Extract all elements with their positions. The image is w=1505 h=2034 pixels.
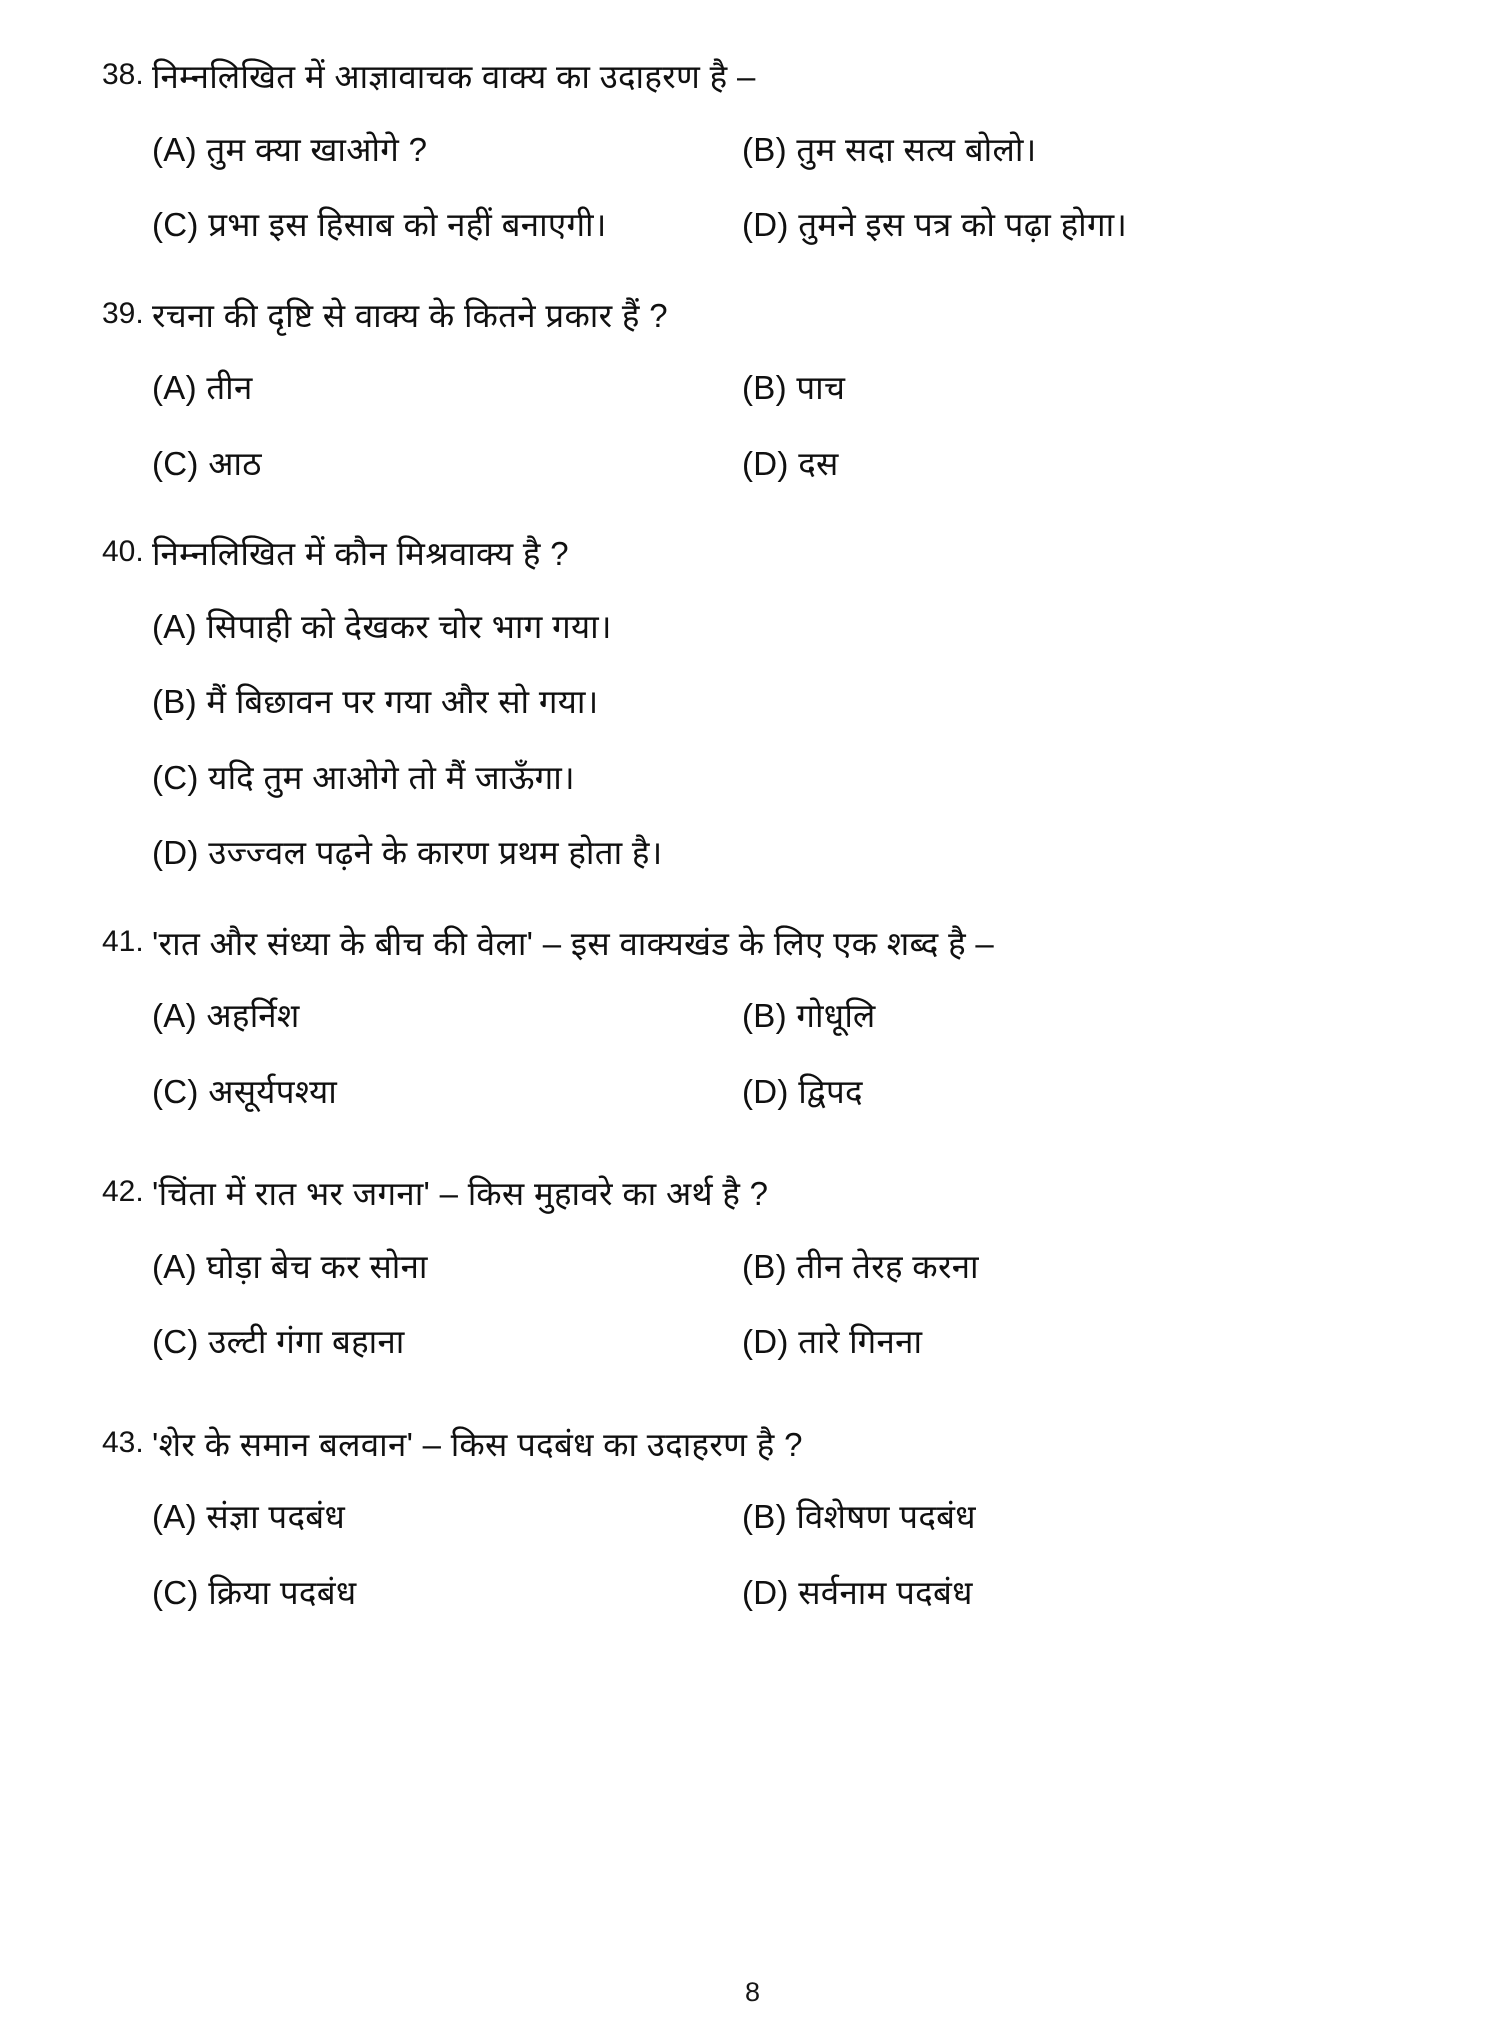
option-40-a[interactable] [152,589,1445,665]
question-heading-41 [60,919,1445,969]
question-text-40: निम्नलिखित में कौन मिश्रवाक्य है ? [152,535,569,572]
option-40-b[interactable] [152,664,1445,740]
option-41-c[interactable] [152,1054,742,1130]
option-label-39-c: (C) [152,444,199,482]
options-39 [60,350,1445,501]
question-block-40 [60,529,1445,891]
question-number-41: 41. [102,924,144,958]
option-41-b[interactable] [742,978,1445,1054]
options-43 [60,1479,1445,1630]
option-text-40-b: मैं बिछावन पर गया और सो गया। [206,683,599,720]
option-text-41-b: गोधूलि [796,997,876,1034]
option-label-42-b: (B) [742,1247,787,1285]
option-label-43-b: (B) [742,1498,787,1535]
option-42-a[interactable] [152,1229,742,1305]
option-39-d[interactable] [742,426,1445,502]
options-40 [60,589,1445,891]
question-block-43 [60,1420,1445,1631]
option-text-38-d: तुमने इस पत्र को पढ़ा होगा। [798,206,1128,243]
option-text-43-c: क्रिया पदबंध [208,1573,357,1611]
option-text-43-b: विशेषण पदबंध [796,1498,976,1535]
option-40-c[interactable] [152,740,1445,816]
option-label-42-a: (A) [152,1247,197,1285]
option-text-43-a: संज्ञा पदबंध [206,1498,346,1535]
question-heading-40 [60,529,1445,579]
option-text-38-c: प्रभा इस हिसाब को नहीं बनाएगी। [208,206,607,243]
option-label-42-c: (C) [152,1323,199,1360]
option-text-39-a: तीन [206,369,253,406]
option-text-42-b: तीन तेरह करना [796,1247,979,1285]
question-text-42: 'चिंता में रात भर जगना' – किस मुहावरे का अर्थ है ? [152,1175,769,1212]
option-label-39-b: (B) [742,369,787,406]
option-text-41-a: अहर्निश [206,997,300,1034]
option-43-a[interactable] [152,1479,742,1555]
options-41 [60,978,1445,1129]
option-text-39-d: दस [798,444,839,482]
option-43-d[interactable] [742,1555,1445,1631]
question-number-42: 42. [102,1175,144,1208]
option-label-38-c: (C) [152,206,199,243]
option-text-41-d: द्विपद [798,1072,863,1110]
spacer [60,507,1445,529]
option-42-b[interactable] [742,1229,1445,1305]
option-38-a[interactable] [152,112,742,188]
question-block-39 [60,291,1445,502]
option-40-d[interactable] [152,815,1445,891]
question-block-38 [60,52,1445,263]
option-label-40-b: (B) [152,683,197,720]
option-text-42-a: घोड़ा बेच कर सोना [206,1247,428,1285]
option-38-b[interactable] [742,112,1445,188]
spacer [60,1386,1445,1420]
option-41-d[interactable] [742,1054,1445,1130]
option-text-38-a: तुम क्या खाओगे ? [206,130,428,168]
option-38-d[interactable] [742,187,1445,263]
option-text-40-c: यदि तुम आओगे तो मैं जाऊँगा। [208,758,575,796]
option-39-c[interactable] [152,426,742,502]
option-label-41-b: (B) [742,997,787,1034]
option-43-c[interactable] [152,1555,742,1631]
options-42 [60,1229,1445,1380]
option-label-41-a: (A) [152,997,197,1034]
spacer [60,897,1445,919]
question-number-43: 43. [102,1425,144,1459]
spacer [60,269,1445,291]
option-42-d[interactable] [742,1304,1445,1380]
option-text-42-d: तारे गिनना [798,1323,923,1360]
option-39-a[interactable] [152,350,742,426]
question-block-41 [60,919,1445,1130]
option-41-a[interactable] [152,978,742,1054]
option-text-42-c: उल्टी गंगा बहाना [208,1323,405,1360]
question-heading-43 [60,1420,1445,1470]
question-text-43: 'शेर के समान बलवान' – किस पदबंध का उदाहरण है ? [152,1425,803,1463]
question-number-40: 40. [102,535,144,568]
question-heading-38 [60,52,1445,102]
question-heading-42 [60,1169,1445,1219]
option-label-43-c: (C) [152,1573,199,1611]
option-label-43-a: (A) [152,1498,197,1535]
option-text-39-b: पाच [796,369,846,406]
option-38-c[interactable] [152,187,742,263]
option-text-40-d: उज्ज्वल पढ़ने के कारण प्रथम होता है। [208,834,663,871]
option-label-41-d: (D) [742,1072,789,1110]
option-label-40-a: (A) [152,607,197,645]
option-39-b[interactable] [742,350,1445,426]
option-label-39-a: (A) [152,369,197,406]
page-number: 8 [744,1977,761,2007]
question-block-42 [60,1169,1445,1380]
question-number-38: 38. [102,58,144,91]
option-label-43-d: (D) [742,1573,789,1611]
option-label-42-d: (D) [742,1323,789,1360]
option-label-38-b: (B) [742,130,787,168]
options-38 [60,112,1445,263]
option-43-b[interactable] [742,1479,1445,1555]
question-number-39: 39. [102,296,144,330]
option-label-40-d: (D) [152,834,199,871]
question-text-39: रचना की दृष्टि से वाक्य के कितने प्रकार हैं ? [152,296,668,334]
question-text-38: निम्नलिखित में आज्ञावाचक वाक्य का उदाहरण है – [152,58,756,95]
option-text-43-d: सर्वनाम पदबंध [798,1573,973,1611]
option-text-39-c: आठ [208,444,262,482]
option-label-38-d: (D) [742,206,789,243]
option-text-40-a: सिपाही को देखकर चोर भाग गया। [206,607,612,645]
option-42-c[interactable] [152,1304,742,1380]
option-label-38-a: (A) [152,130,197,168]
option-text-41-c: असूर्यपश्या [208,1072,338,1110]
question-heading-39 [60,291,1445,341]
option-label-39-d: (D) [742,444,789,482]
option-text-38-b: तुम सदा सत्य बोलो। [796,130,1037,168]
spacer [60,1135,1445,1169]
option-label-40-c: (C) [152,758,199,796]
question-text-41: 'रात और संध्या के बीच की वेला' – इस वाक्यखंड के लिए एक शब्द है – [152,924,995,962]
option-label-41-c: (C) [152,1072,199,1110]
